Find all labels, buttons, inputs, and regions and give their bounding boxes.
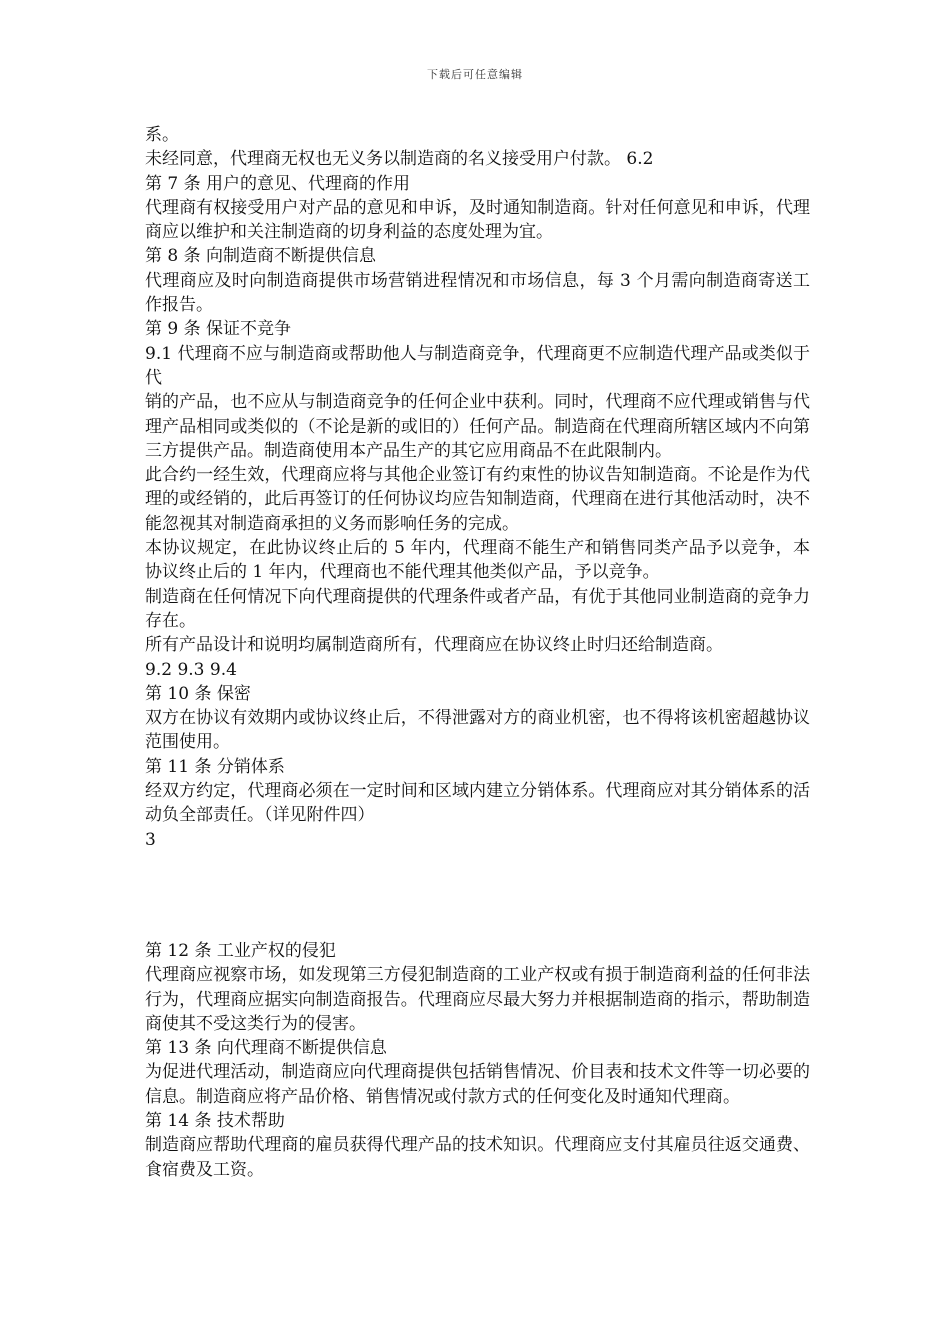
article-heading: 第 13 条 向代理商不断提供信息 — [145, 1038, 387, 1059]
article-heading: 第 8 条 向制造商不断提供信息 — [145, 246, 377, 267]
paragraph: 双方在协议有效期内或协议终止后，不得泄露对方的商业机密，也不得将该机密超越协议范围使用。 — [145, 708, 810, 753]
paragraph: 销的产品，也不应从与制造商竞争的任何企业中获利。同时，代理商不应代理或销售与代理产品相同或类似的（不论是新的或旧的）任何产品。制造商在代理商所辖区域内不向第三方提供产品。制造商使用本产品生产的其它应用商品不在此限制内。 — [145, 392, 810, 461]
body-text-block-1 — [145, 123, 810, 852]
paragraph: 9.2 9.3 9.4 — [145, 659, 237, 680]
article-heading: 第 9 条 保证不竞争 — [145, 319, 292, 340]
paragraph: 未经同意，代理商无权也无义务以制造商的名义接受用户付款。 6.2 — [145, 149, 654, 170]
article-heading: 第 12 条 工业产权的侵犯 — [145, 941, 336, 961]
paragraph: 所有产品设计和说明均属制造商所有，代理商应在协议终止时归还给制造商。 — [145, 635, 723, 656]
paragraph: 此合约一经生效，代理商应将与其他企业签订有约束性的协议告知制造商。不论是作为代理的或经销的，此后再签订的任何协议均应告知制造商，代理商在进行其他活动时，决不能忽视其对制造商承担的义务而影响任务的完成。 — [145, 465, 810, 534]
page-header: 下载后可任意编辑 — [427, 68, 523, 81]
paragraph: 代理商有权接受用户对产品的意见和申诉，及时通知制造商。针对任何意见和申诉，代理商应以维护和关注制造商的切身利益的态度处理为宜。 — [145, 197, 810, 243]
paragraph: 制造商在任何情况下向代理商提供的代理条件或者产品，有优于其他同业制造商的竞争力存在。 — [145, 586, 810, 631]
paragraph: 本协议规定，在此协议终止后的 5 年内，代理商不能生产和销售同类产品予以竞争，本协议终止后的 1 年内，代理商也不能代理其他类似产品，予以竞争。 — [145, 538, 810, 583]
paragraph: 系。 — [145, 125, 179, 145]
article-heading: 第 10 条 保密 — [145, 683, 251, 704]
paragraph: 9.1 代理商不应与制造商或帮助他人与制造商竞争，代理商更不应制造代理产品或类似于代 — [145, 343, 810, 388]
paragraph: 经双方约定，代理商必须在一定时间和区域内建立分销体系。代理商应对其分销体系的活动负全部责任。（详见附件四） — [145, 781, 810, 826]
paragraph: 为促进代理活动，制造商应向代理商提供包括销售情况、价目表和技术文件等一切必要的信息。制造商应将产品价格、销售情况或付款方式的任何变化及时通知代理商。 — [145, 1062, 810, 1107]
page-number: 3 — [145, 829, 156, 850]
paragraph: 代理商应视察市场，如发现第三方侵犯制造商的工业产权或有损于制造商利益的任何非法行为，代理商应据实向制造商报告。代理商应尽最大努力并根据制造商的指示，帮助制造商使其不受这类行为的侵害。 — [145, 965, 810, 1034]
article-heading: 第 11 条 分销体系 — [145, 756, 285, 777]
body-text-block-2 — [145, 939, 810, 1182]
paragraph: 代理商应及时向制造商提供市场营销进程情况和市场信息，每 3 个月需向制造商寄送工作报告。 — [145, 270, 810, 316]
paragraph: 制造商应帮助代理商的雇员获得代理产品的技术知识。代理商应支付其雇员往返交通费、食宿费及工资。 — [145, 1135, 810, 1180]
article-heading: 第 7 条 用户的意见、代理商的作用 — [145, 173, 411, 194]
article-heading: 第 14 条 技术帮助 — [145, 1111, 285, 1132]
